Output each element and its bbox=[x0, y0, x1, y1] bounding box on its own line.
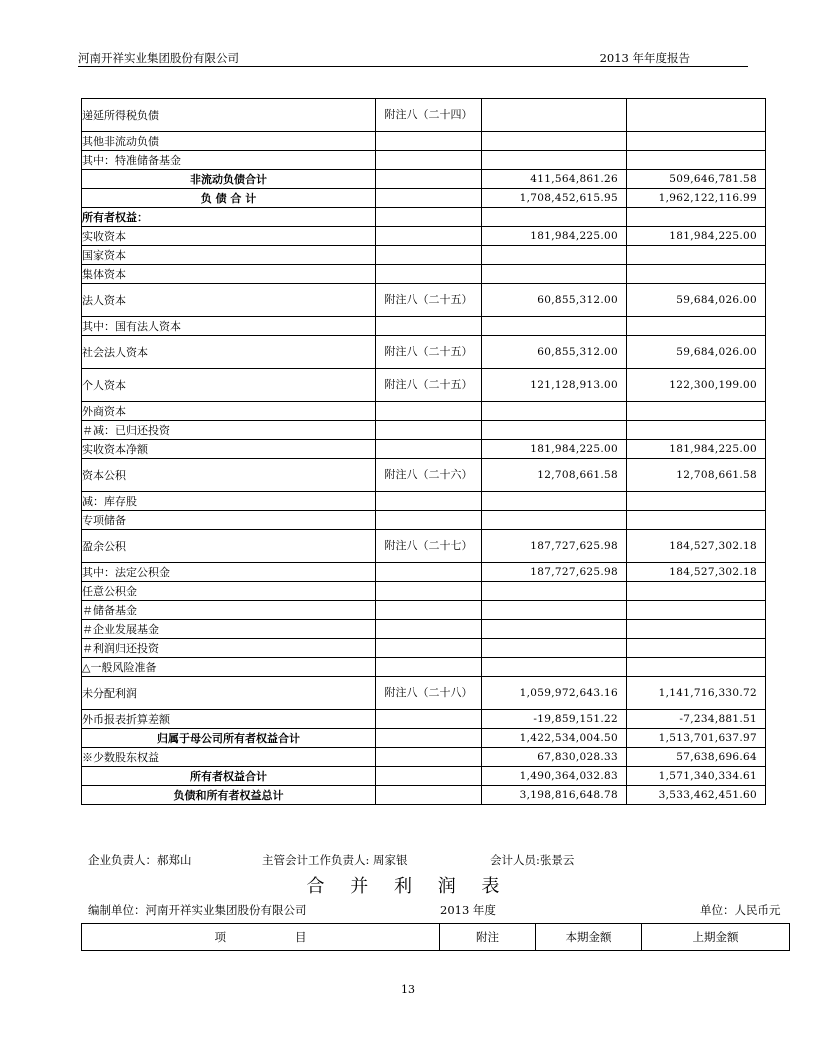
row-prior bbox=[627, 601, 766, 620]
row-note bbox=[376, 208, 482, 227]
row-current: 411,564,861.26 bbox=[482, 170, 627, 189]
report-year: 2013 年度 bbox=[440, 903, 496, 917]
row-prior: 1,141,716,330.72 bbox=[627, 677, 766, 710]
row-prior: 1,571,340,334.61 bbox=[627, 767, 766, 786]
table-row bbox=[82, 170, 766, 189]
row-prior bbox=[627, 658, 766, 677]
accountant: 会计人员:张景云 bbox=[490, 853, 575, 867]
row-prior bbox=[627, 639, 766, 658]
row-note bbox=[376, 563, 482, 582]
row-current bbox=[482, 151, 627, 170]
row-item: 其他非流动负债 bbox=[82, 132, 376, 151]
table-row bbox=[82, 492, 766, 511]
row-item: 资本公积 bbox=[82, 459, 376, 492]
row-note bbox=[376, 440, 482, 459]
row-item: 集体资本 bbox=[82, 265, 376, 284]
row-item: 任意公积金 bbox=[82, 582, 376, 601]
table-row bbox=[82, 189, 766, 208]
row-item: 其中：特准储备基金 bbox=[82, 151, 376, 170]
row-item: 减：库存股 bbox=[82, 492, 376, 511]
row-note bbox=[376, 729, 482, 748]
table-row bbox=[82, 677, 766, 710]
table-row bbox=[82, 530, 766, 563]
row-note bbox=[376, 601, 482, 620]
row-note bbox=[376, 402, 482, 421]
row-current bbox=[482, 511, 627, 530]
row-prior: 1,513,701,637.97 bbox=[627, 729, 766, 748]
row-item: 外币报表折算差额 bbox=[82, 710, 376, 729]
row-note bbox=[376, 189, 482, 208]
row-note: 附注八（二十五） bbox=[376, 284, 482, 317]
row-prior: 57,638,696.64 bbox=[627, 748, 766, 767]
page-number: 13 bbox=[401, 983, 415, 996]
table-row bbox=[82, 317, 766, 336]
table-row bbox=[82, 601, 766, 620]
row-current bbox=[482, 620, 627, 639]
row-note bbox=[376, 265, 482, 284]
row-note bbox=[376, 151, 482, 170]
enterprise-head: 企业负责人：郝郑山 bbox=[88, 853, 192, 867]
row-prior: 3,533,462,451.60 bbox=[627, 786, 766, 805]
report-title: 2013 年年度报告 bbox=[599, 51, 690, 65]
row-item: 未分配利润 bbox=[82, 677, 376, 710]
table-row bbox=[82, 336, 766, 369]
row-current: 1,059,972,643.16 bbox=[482, 677, 627, 710]
row-prior bbox=[627, 132, 766, 151]
row-current: 181,984,225.00 bbox=[482, 440, 627, 459]
row-prior: 1,962,122,116.99 bbox=[627, 189, 766, 208]
row-item: 国家资本 bbox=[82, 246, 376, 265]
row-current: 1,490,364,032.83 bbox=[482, 767, 627, 786]
table-row bbox=[82, 227, 766, 246]
row-item: 递延所得税负债 bbox=[82, 99, 376, 132]
row-note bbox=[376, 246, 482, 265]
row-prior: 184,527,302.18 bbox=[627, 530, 766, 563]
row-current: 1,422,534,004.50 bbox=[482, 729, 627, 748]
row-current bbox=[482, 658, 627, 677]
row-item: ※少数股东权益 bbox=[82, 748, 376, 767]
row-prior bbox=[627, 246, 766, 265]
row-prior bbox=[627, 582, 766, 601]
row-current: 121,128,913.00 bbox=[482, 369, 627, 402]
table-row bbox=[82, 710, 766, 729]
table-row bbox=[82, 440, 766, 459]
row-prior: 509,646,781.58 bbox=[627, 170, 766, 189]
row-prior bbox=[627, 402, 766, 421]
row-item: 负债和所有者权益总计 bbox=[82, 786, 376, 805]
row-prior: -7,234,881.51 bbox=[627, 710, 766, 729]
row-current bbox=[482, 317, 627, 336]
row-prior bbox=[627, 317, 766, 336]
table-row bbox=[82, 132, 766, 151]
row-note bbox=[376, 132, 482, 151]
row-item: 法人资本 bbox=[82, 284, 376, 317]
table-row bbox=[82, 786, 766, 805]
row-item: 所有者权益合计 bbox=[82, 767, 376, 786]
table-row bbox=[82, 563, 766, 582]
table-row bbox=[82, 639, 766, 658]
row-prior: 181,984,225.00 bbox=[627, 440, 766, 459]
table-row bbox=[82, 658, 766, 677]
row-item: ＃利润归还投资 bbox=[82, 639, 376, 658]
table-row bbox=[82, 402, 766, 421]
table-row bbox=[82, 511, 766, 530]
row-prior bbox=[627, 492, 766, 511]
col-header-current: 本期金额 bbox=[536, 924, 642, 951]
row-item: 盈余公积 bbox=[82, 530, 376, 563]
row-prior: 12,708,661.58 bbox=[627, 459, 766, 492]
table-row bbox=[82, 99, 766, 132]
col-header-prior: 上期金额 bbox=[642, 924, 790, 951]
row-note: 附注八（二十八） bbox=[376, 677, 482, 710]
row-current bbox=[482, 265, 627, 284]
row-note bbox=[376, 421, 482, 440]
row-prior: 59,684,026.00 bbox=[627, 284, 766, 317]
row-note bbox=[376, 170, 482, 189]
row-item: 其中：法定公积金 bbox=[82, 563, 376, 582]
signature-line bbox=[88, 852, 768, 868]
row-prior: 184,527,302.18 bbox=[627, 563, 766, 582]
table-row bbox=[82, 208, 766, 227]
row-item: 实收资本 bbox=[82, 227, 376, 246]
table-row bbox=[82, 620, 766, 639]
row-note: 附注八（二十七） bbox=[376, 530, 482, 563]
row-prior bbox=[627, 208, 766, 227]
row-prior bbox=[627, 511, 766, 530]
row-current: 187,727,625.98 bbox=[482, 530, 627, 563]
row-item: △一般风险准备 bbox=[82, 658, 376, 677]
table-header-row bbox=[82, 924, 790, 951]
row-current bbox=[482, 421, 627, 440]
row-current: 3,198,816,648.78 bbox=[482, 786, 627, 805]
row-item: 专项储备 bbox=[82, 511, 376, 530]
row-note: 附注八（二十五） bbox=[376, 336, 482, 369]
row-current bbox=[482, 601, 627, 620]
row-current bbox=[482, 582, 627, 601]
row-prior bbox=[627, 265, 766, 284]
row-current: 12,708,661.58 bbox=[482, 459, 627, 492]
table-row bbox=[82, 369, 766, 402]
row-note bbox=[376, 710, 482, 729]
row-current bbox=[482, 99, 627, 132]
table-row bbox=[82, 582, 766, 601]
row-current bbox=[482, 492, 627, 511]
table-row bbox=[82, 151, 766, 170]
row-note bbox=[376, 511, 482, 530]
row-item: 外商资本 bbox=[82, 402, 376, 421]
row-prior bbox=[627, 99, 766, 132]
table-row bbox=[82, 421, 766, 440]
compiling-unit: 编制单位：河南开祥实业集团股份有限公司 bbox=[88, 903, 307, 917]
row-note bbox=[376, 658, 482, 677]
row-note bbox=[376, 767, 482, 786]
row-prior: 122,300,199.00 bbox=[627, 369, 766, 402]
col-header-note: 附注 bbox=[440, 924, 536, 951]
accounting-head: 主管会计工作负责人: 周家银 bbox=[262, 853, 408, 867]
currency-unit: 单位：人民币元 bbox=[700, 903, 781, 917]
row-note: 附注八（二十四） bbox=[376, 99, 482, 132]
company-name: 河南开祥实业集团股份有限公司 bbox=[78, 51, 239, 65]
row-item: ＃减：已归还投资 bbox=[82, 421, 376, 440]
row-item: ＃企业发展基金 bbox=[82, 620, 376, 639]
row-current bbox=[482, 246, 627, 265]
table-row bbox=[82, 265, 766, 284]
row-note bbox=[376, 317, 482, 336]
row-current bbox=[482, 208, 627, 227]
table-row bbox=[82, 748, 766, 767]
col-header-item: 项 目 bbox=[82, 924, 440, 951]
table-row bbox=[82, 459, 766, 492]
row-current: -19,859,151.22 bbox=[482, 710, 627, 729]
page-header bbox=[78, 48, 748, 67]
row-item: 非流动负债合计 bbox=[82, 170, 376, 189]
row-current: 181,984,225.00 bbox=[482, 227, 627, 246]
row-note bbox=[376, 748, 482, 767]
row-note bbox=[376, 620, 482, 639]
row-note: 附注八（二十六） bbox=[376, 459, 482, 492]
row-note: 附注八（二十五） bbox=[376, 369, 482, 402]
row-item: 实收资本净额 bbox=[82, 440, 376, 459]
row-current: 60,855,312.00 bbox=[482, 336, 627, 369]
row-item: 个人资本 bbox=[82, 369, 376, 402]
row-current bbox=[482, 132, 627, 151]
row-current: 60,855,312.00 bbox=[482, 284, 627, 317]
row-current bbox=[482, 402, 627, 421]
row-item: ＃储备基金 bbox=[82, 601, 376, 620]
row-prior: 181,984,225.00 bbox=[627, 227, 766, 246]
row-item: 所有者权益： bbox=[82, 208, 376, 227]
income-statement-table bbox=[81, 923, 790, 951]
row-note bbox=[376, 492, 482, 511]
row-item: 其中：国有法人资本 bbox=[82, 317, 376, 336]
row-prior bbox=[627, 421, 766, 440]
table-row bbox=[82, 246, 766, 265]
row-current bbox=[482, 639, 627, 658]
row-item: 负 债 合 计 bbox=[82, 189, 376, 208]
row-current: 67,830,028.33 bbox=[482, 748, 627, 767]
row-prior bbox=[627, 620, 766, 639]
balance-sheet-table bbox=[81, 98, 766, 805]
row-note bbox=[376, 227, 482, 246]
table-row bbox=[82, 284, 766, 317]
row-note bbox=[376, 639, 482, 658]
row-prior bbox=[627, 151, 766, 170]
row-prior: 59,684,026.00 bbox=[627, 336, 766, 369]
row-item: 社会法人资本 bbox=[82, 336, 376, 369]
table-row bbox=[82, 767, 766, 786]
row-current: 187,727,625.98 bbox=[482, 563, 627, 582]
row-note bbox=[376, 582, 482, 601]
row-current: 1,708,452,615.95 bbox=[482, 189, 627, 208]
income-statement-title: 合 并 利 润 表 bbox=[306, 876, 510, 897]
table-row bbox=[82, 729, 766, 748]
row-item: 归属于母公司所有者权益合计 bbox=[82, 729, 376, 748]
income-info-row bbox=[88, 902, 788, 918]
row-note bbox=[376, 786, 482, 805]
